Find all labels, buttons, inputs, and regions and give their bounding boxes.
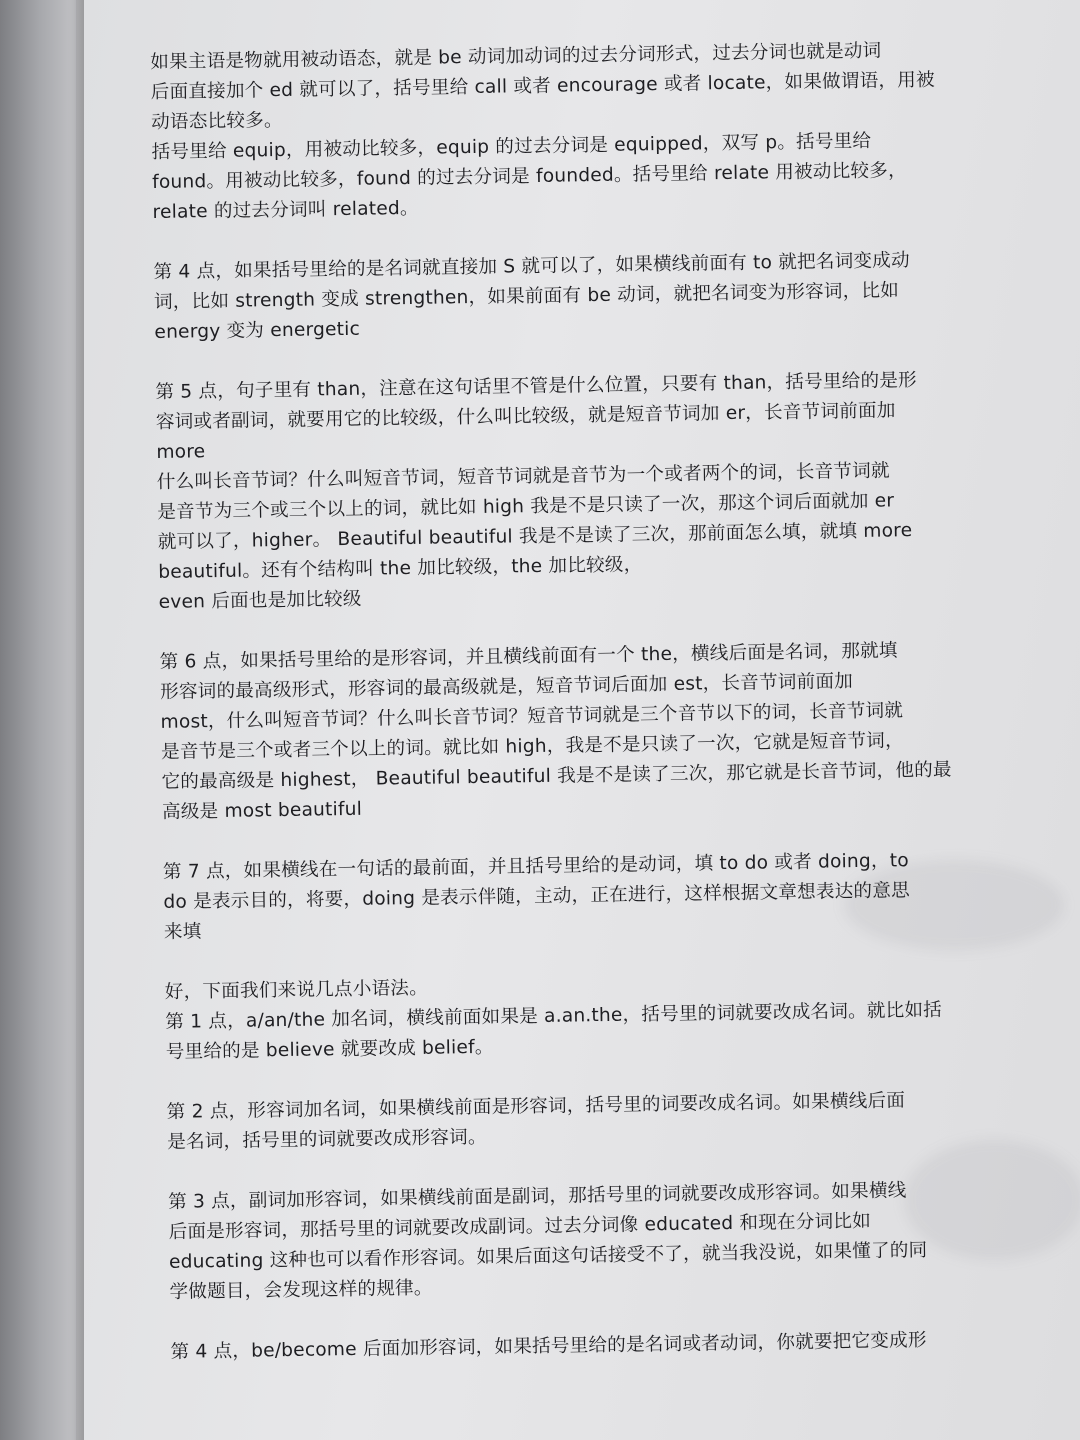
paragraph-point-5-comparative: 第 5 点，句子里有 than，注意在这句话里不管是什么位置，只要有 than，括号里给的是形 容词或者副词，就要用它的比较级，什么叫比较级，就是短音节词加 er，长音节词前面加 more 什么叫长音节词？什么叫短音节词，短音节词就是音节为一个或者两个的词，长音节词就 是音节为三个或三个以上的词，就比如 high 我是不是只读了一次，那这个词后面就加 er 就可以了，higher。 Beautiful beautiful 我是不是读了三次，那前面怎么填，就填 more beautiful。还有个结构叫 the 加比较级，the 加比较级， even 后面也是加比较级 bbox=[155, 369, 918, 613]
paragraph-point-6-superlative: 第 6 点，如果括号里给的是形容词，并且横线前面有一个 the，横线后面是名词，那就填 形容词的最高级形式，形容词的最高级就是，短音节词后面加 est，长音节词前面加 most，什么叫短音节词？什么叫长音节词？短音节词就是三个音节以下的词，长音节词就 是音节是三个或者三个以上的词。就比如 high，我是不是只读了一次，它就是短音节词， 它的最高级是 highest， Beautiful beautiful 我是不是读了三次，那它就是长音节词，他的最 高级是 most beautiful bbox=[159, 640, 952, 823]
paragraph-grammar-point-2: 第 2 点，形容词加名词，如果横线前面是形容词，括号里的词要改成名词。如果横线后面 是名词，括号里的词就要改成形容词。 bbox=[166, 1090, 906, 1153]
paragraph-grammar-point-4: 第 4 点，be/become 后面加形容词，如果括号里给的是名词或者动词，你就要把它变成形 bbox=[170, 1329, 927, 1363]
document-text bbox=[150, 34, 1031, 1367]
paragraph-passive-voice: 如果主语是物就用被动语态，就是 be 动词加动词的过去分词形式，过去分词也就是动词 后面直接加个 ed 就可以了，括号里给 call 或者 encourage 或者 locate，如果做谓语，用被 动语态比较多。 括号里给 equip，用被动比较多，equip 的过去分词是 equipped，双写 p。括号里给 found。用被动比较多，found 的过去分词是 founded。括号里给 relate 用被动比较多， relate 的过去分词叫 related。 bbox=[150, 40, 935, 223]
paragraph-point-4-noun: 第 4 点，如果括号里给的是名词就直接加 S 就可以了，如果横线前面有 to 就把名词变成动 词，比如 strength 变成 strengthen，如果前面有 be 动词，就把名词变为形容词，比如 energy 变为 energetic bbox=[153, 250, 910, 343]
paragraph-grammar-point-3: 第 3 点，副词加形容词，如果横线前面是副词，那括号里的词就要改成形容词。如果横线 后面是形容词，那括号里的词就要改成副词。过去分词像 educated 和现在分词比如 educating 这种也可以看作形容词。如果后面这句话接受不了，就当我没说，如果懂了的同 学做题目，会发现这样的规律。 bbox=[167, 1180, 928, 1303]
paragraph-grammar-point-1: 好，下面我们来说几点小语法。 第 1 点，a/an/the 加名词，横线前面如果是 a.an.the，括号里的词就要改成名词。就比如括 号里给的是 believe 就要改成 belief。 bbox=[164, 977, 943, 1063]
paragraph-point-7-to-do-doing: 第 7 点，如果横线在一句话的最前面，并且括号里给的是动词，填 to do 或者 doing，to do 是表示目的，将要，doing 是表示伴随，主动，正在进行，这样根据文章想表达的意思 来填 bbox=[162, 850, 911, 943]
